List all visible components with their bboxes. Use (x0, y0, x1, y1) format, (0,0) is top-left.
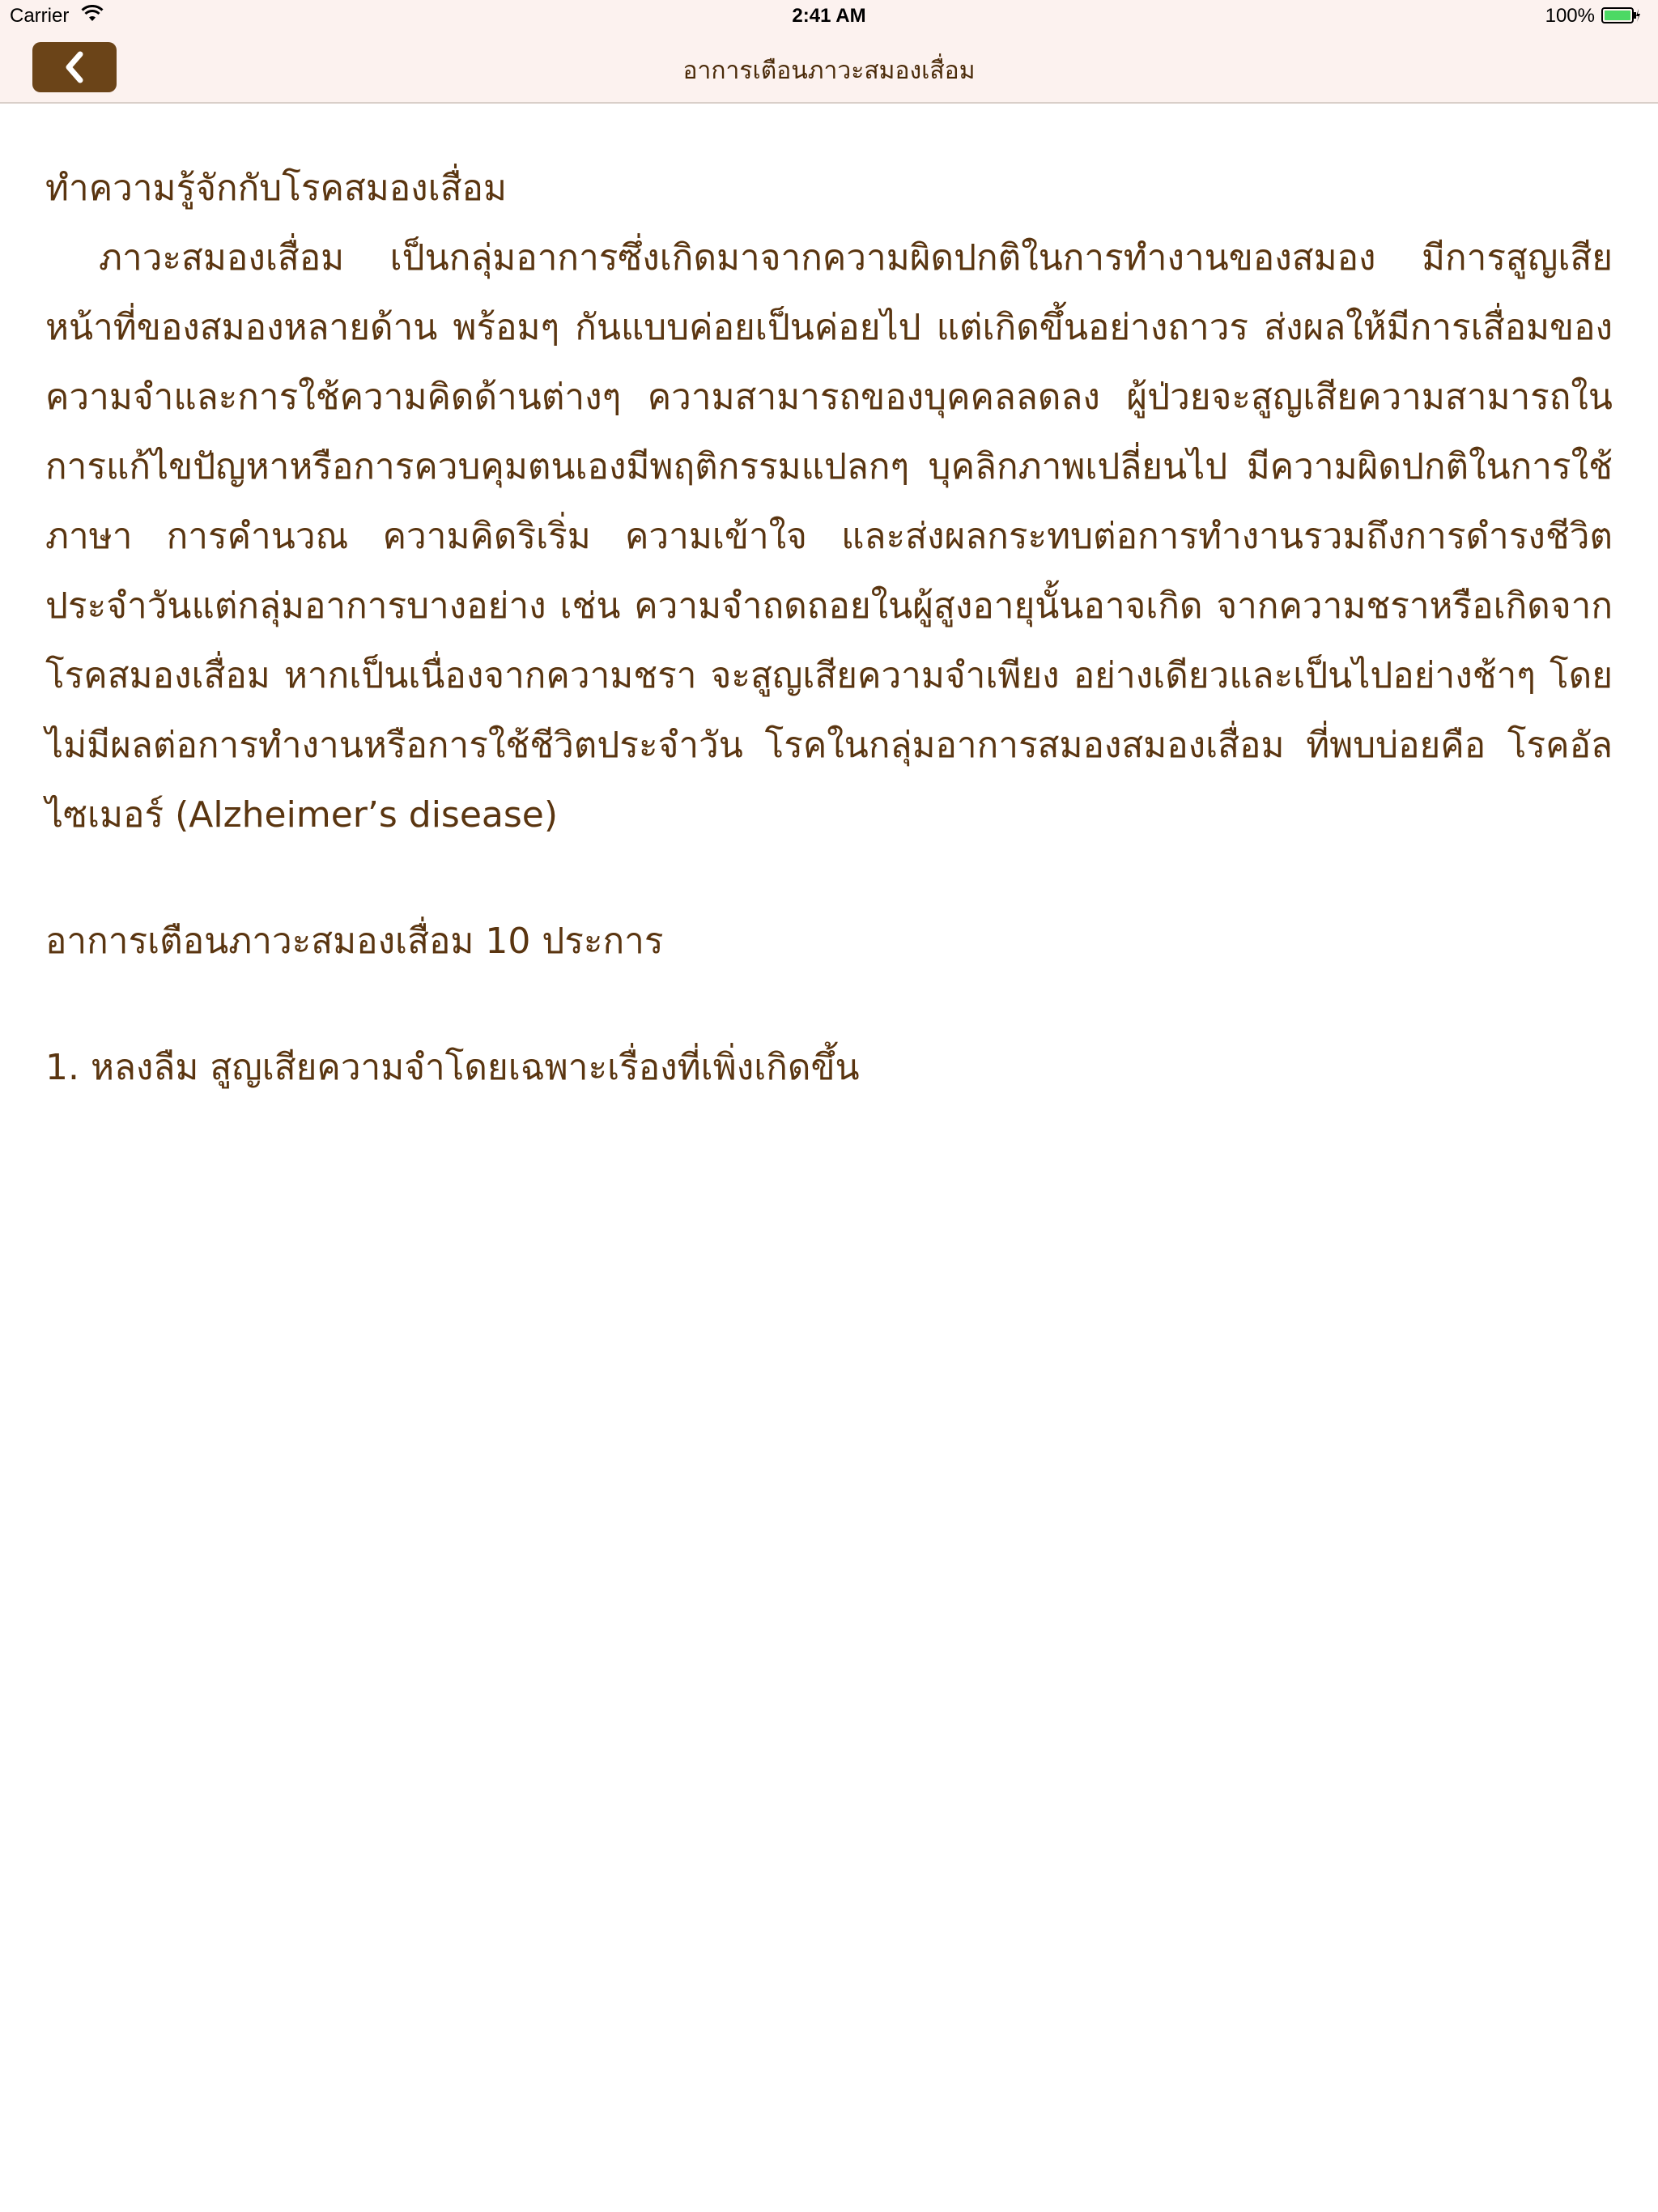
article-paragraph: ภาวะสมองเสื่อม เป็นกลุ่มอาการซึ่งเกิดมาจากความผิดปกติในการทำงานของสมอง มีการสูญเสียหน้าที่ของสมองหลายด้าน พร้อมๆ กันแบบค่อยเป็นค่อยไป แต่เกิดขึ้นอย่างถาวร ส่งผลให้มีการเสื่อมของความจำและการใช้ความคิดด้านต่างๆ ความสามารถของบุคคลลดลง ผู้ป่วยจะสูญเสียความสามารถในการแก้ไขปัญหาหรือการควบคุมตนเองมีพฤติกรรมแปลกๆ บุคลิกภาพเปลี่ยนไป มีความผิดปกติในการใช้ภาษา การคำนวณ ความคิดริเริ่ม ความเข้าใจ และส่งผลกระทบต่อการทำงานรวมถึงการดำรงชีวิตประจำวันแต่กลุ่มอาการบางอย่าง เช่น ความจำถดถอยในผู้สูงอายุนั้นอาจเกิด จากความชราหรือเกิดจากโรคสมองเสื่อม หากเป็นเนื่องจากความชรา จะสูญเสียความจำเพียง อย่างเดียวและเป็นไปอย่างช้าๆ โดยไม่มีผลต่อการทำงานหรือการใช้ชีวิตประจำวัน โรคในกลุ่มอาการสมองสมองเสื่อม ที่พบบ่อยคือ โรคอัลไซเมอร์ (Alzheimer’s disease) (45, 237, 1613, 836)
clock: 2:41 AM (792, 5, 866, 27)
status-bar (0, 0, 1658, 32)
battery-charging-icon (1601, 7, 1640, 23)
navigation-bar (0, 32, 1658, 104)
section-heading: ทำความรู้จักกับโรคสมองเสื่อม (45, 168, 507, 209)
article-content (45, 154, 1613, 1103)
carrier-label: Carrier (10, 5, 70, 27)
list-item: 1. หลงลืม สูญเสียความจำโดยเฉพาะเรื่องที่เพิ่งเกิดขึ้น (45, 1047, 860, 1088)
list-heading: อาการเตือนภาวะสมองเสื่อม 10 ประการ (45, 921, 664, 962)
battery-percentage: 100% (1545, 5, 1595, 27)
page-title: อาการเตือนภาวะสมองเสื่อม (682, 57, 976, 85)
